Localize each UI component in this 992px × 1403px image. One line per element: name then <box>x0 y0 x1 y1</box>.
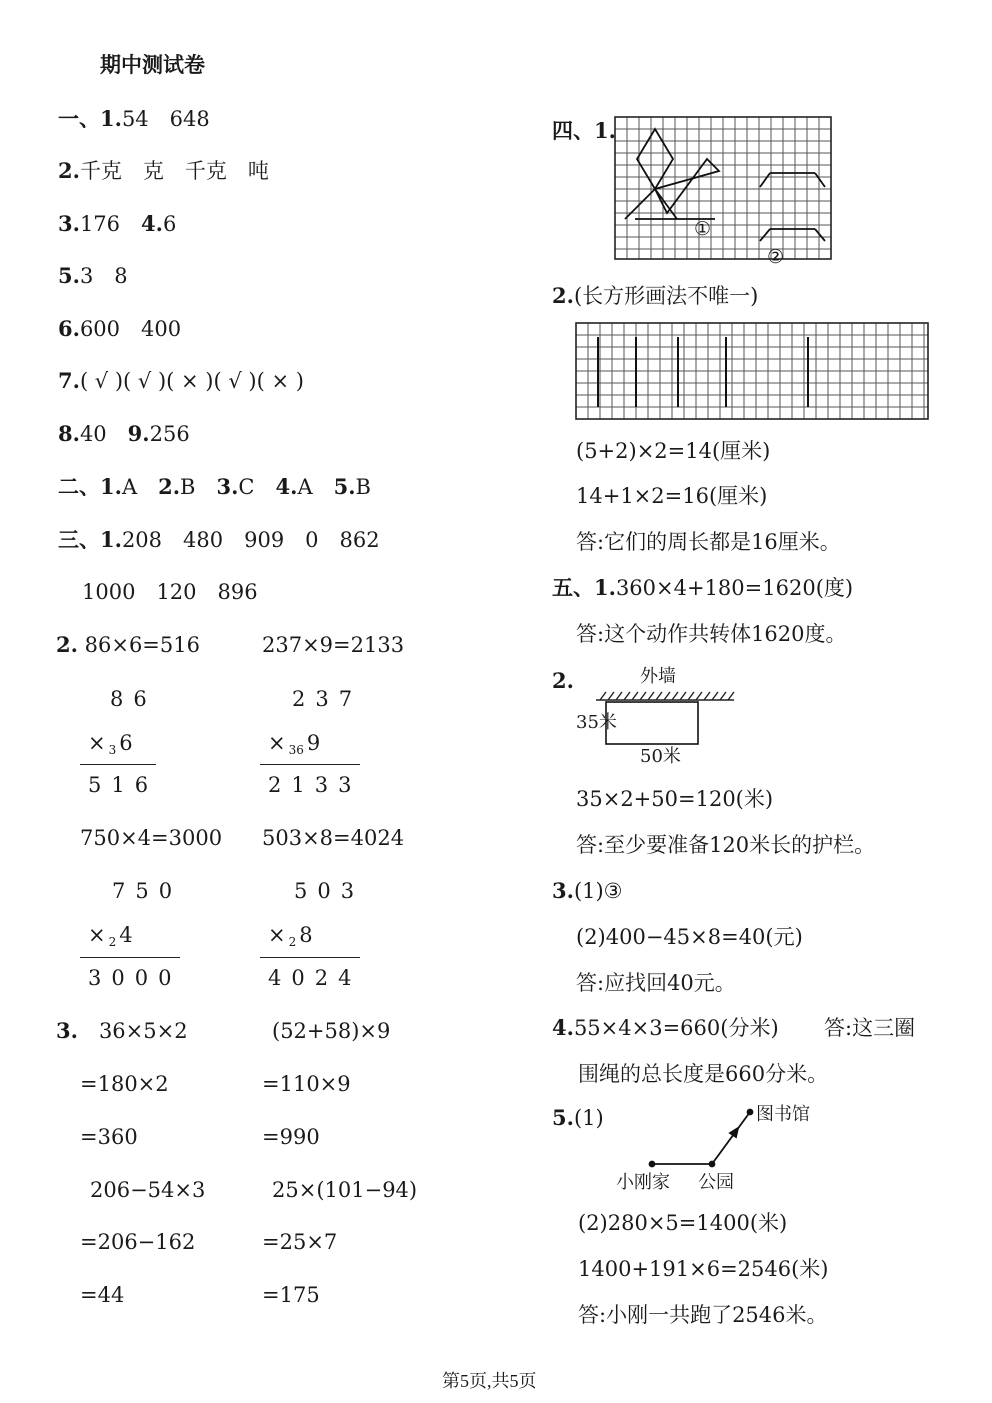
s4-q1-number: 四、1. <box>552 118 616 143</box>
s3-q3-a3: =360 <box>80 1125 138 1149</box>
map-label-library: 图书馆 <box>756 1104 810 1125</box>
carry-digit: 3 <box>108 743 117 757</box>
note: (长方形画法不唯一) <box>573 284 759 308</box>
q-number: 3. <box>58 211 80 236</box>
calc: 55×4×3=660(分米) <box>573 1016 779 1040</box>
q-number: 8. <box>58 421 80 446</box>
s3-q3-c2: =206−162 <box>80 1230 196 1254</box>
s4-q2 <box>552 283 758 309</box>
answer: B <box>180 475 196 499</box>
answer: 208 480 909 0 862 <box>121 528 380 552</box>
s5-q5-answer: 答:小刚一共跑了2546米。 <box>578 1303 828 1327</box>
vertical-line <box>260 957 360 958</box>
multiplier: 9 <box>306 731 321 755</box>
answer: (1) <box>573 1106 604 1130</box>
s3-q2-eq4: 503×8=4024 <box>262 826 405 850</box>
q-number: 5. <box>552 1105 574 1130</box>
s5-q4-answer1: 答:这三圈 <box>824 1016 916 1040</box>
carry-digit: 2 <box>108 935 117 949</box>
s3-q3-c1: 206−54×3 <box>90 1178 206 1202</box>
s1-q6 <box>58 316 181 342</box>
answer: 3 8 <box>79 264 128 288</box>
vertical-top: 750 <box>112 879 183 903</box>
carry-digit: 2 <box>288 935 297 949</box>
s5-q1-answer: 答:这个动作共转体1620度。 <box>576 622 847 646</box>
answer: 54 648 <box>121 107 210 131</box>
s3-q3-b2: =110×9 <box>262 1072 351 1096</box>
q-number: 3. <box>56 1018 78 1043</box>
s1-q8-q9 <box>58 421 190 447</box>
figure-label-1: ① <box>694 218 712 240</box>
carry-digit: 36 <box>288 743 304 757</box>
q-number: 2. <box>552 283 574 308</box>
s3-q3-a1 <box>56 1018 188 1044</box>
map-label-home: 小刚家 <box>616 1172 670 1193</box>
s1-q5 <box>58 263 128 289</box>
s5-q4-answer2: 围绳的总长度是660分米。 <box>578 1062 829 1086</box>
vertical-line <box>80 957 180 958</box>
equation: 86×6=516 <box>84 633 200 657</box>
q-number: 3. <box>552 878 574 903</box>
s4-calc2: 14+1×2=16(厘米) <box>576 484 768 508</box>
s5-q2-answer: 答:至少要准备120米长的护栏。 <box>576 833 876 857</box>
answer: 256 <box>149 422 190 446</box>
s2-answers <box>58 474 371 500</box>
s5-q3-p2: (2)400−45×8=40(元) <box>576 925 803 949</box>
side-length-label: 35米 <box>576 712 617 733</box>
answer: ( √ )( √ )( × )( √ )( × ) <box>79 369 304 393</box>
s5-q1 <box>552 575 853 601</box>
q-number: 2. <box>56 632 78 657</box>
s1-q3-q4 <box>58 211 176 237</box>
vertical-line <box>260 764 360 765</box>
multiplier: 4 <box>119 923 133 947</box>
s3-q3-c3: =44 <box>80 1283 125 1307</box>
vertical-multiplier <box>88 922 133 951</box>
answer: 176 <box>79 212 121 236</box>
route-map <box>640 1104 760 1168</box>
s5-q5-p3: 1400+191×6=2546(米) <box>578 1257 829 1281</box>
vertical-result: 3000 <box>88 966 182 990</box>
times-sign: × <box>268 731 286 755</box>
q-number: 二、1. <box>58 474 122 499</box>
q-number: 一、1. <box>58 106 122 131</box>
s1-q1 <box>58 106 210 132</box>
vertical-result: 2133 <box>268 773 362 797</box>
q-number: 6. <box>58 316 80 341</box>
vertical-top: 237 <box>292 687 363 711</box>
answer: 6 <box>162 212 177 236</box>
vertical-result: 516 <box>88 773 159 797</box>
q-number: 4. <box>275 474 298 499</box>
multiplier: 8 <box>299 923 313 947</box>
q-number: 5. <box>58 263 80 288</box>
s1-q2 <box>58 158 269 184</box>
answer: B <box>355 475 371 499</box>
wall-label: 外墙 <box>640 666 676 687</box>
s3-q3-d1: 25×(101−94) <box>272 1178 418 1202</box>
map-label-park: 公园 <box>698 1172 734 1193</box>
answer: 40 <box>79 422 107 446</box>
answer: C <box>238 475 255 499</box>
s3-q3-b3: =990 <box>262 1125 320 1149</box>
q-number: 五、1. <box>552 575 616 600</box>
q-number: 2. <box>58 158 80 183</box>
q-number: 2. <box>158 474 181 499</box>
page-title: 期中测试卷 <box>100 53 205 77</box>
expression: 36×5×2 <box>98 1019 188 1043</box>
times-sign: × <box>88 923 106 947</box>
calc: 360×4+180=1620(度) <box>615 576 854 600</box>
s5-q3-p1 <box>552 878 623 904</box>
s3-q3-d3: =175 <box>262 1283 320 1307</box>
q-number: 三、1. <box>58 527 122 552</box>
multiplier: 6 <box>119 731 133 755</box>
s3-q3-a2: =180×2 <box>80 1072 169 1096</box>
bottom-length-label: 50米 <box>640 746 681 767</box>
times-sign: × <box>88 731 106 755</box>
s5-q2-number: 2. <box>552 668 574 693</box>
s3-q3-d2: =25×7 <box>262 1230 338 1254</box>
q-number: 4. <box>552 1015 574 1040</box>
answer: A <box>297 475 313 499</box>
q-number: 3. <box>216 474 239 499</box>
s5-q3-answer: 答:应找回40元。 <box>576 971 736 995</box>
times-sign: × <box>268 923 286 947</box>
q-number: 4. <box>141 211 163 236</box>
s5-q4-calc <box>552 1015 779 1041</box>
vertical-result: 4024 <box>268 966 362 990</box>
vertical-multiplier <box>88 730 133 759</box>
s3-q2-eq1 <box>56 632 200 658</box>
vertical-top: 503 <box>294 879 365 903</box>
s5-q5-p1 <box>552 1105 604 1131</box>
s1-q7 <box>58 368 304 394</box>
answer: (1)③ <box>573 879 623 903</box>
s4-answer: 答:它们的周长都是16厘米。 <box>576 530 841 554</box>
q-number: 7. <box>58 368 80 393</box>
s5-q5-p2: (2)280×5=1400(米) <box>578 1211 788 1235</box>
s5-q2-calc: 35×2+50=120(米) <box>576 787 774 811</box>
s3-q3-b1: (52+58)×9 <box>272 1019 391 1043</box>
vertical-multiplier <box>268 922 313 951</box>
page-footer: 第5页,共5页 <box>442 1371 537 1391</box>
s3-q1-row2: 1000 120 896 <box>82 580 258 604</box>
s3-q2-eq3: 750×4=3000 <box>80 826 223 850</box>
q-number: 5. <box>333 474 356 499</box>
vertical-multiplier <box>268 730 320 759</box>
s3-q1-row1 <box>58 527 380 553</box>
s3-q2-eq2: 237×9=2133 <box>262 633 405 657</box>
s4-calc1: (5+2)×2=14(厘米) <box>576 439 771 463</box>
answer: 600 400 <box>79 317 182 341</box>
vertical-line <box>80 764 156 765</box>
grid-figure-1 <box>615 117 835 261</box>
vertical-top: 86 <box>110 687 157 711</box>
answer: A <box>121 475 138 499</box>
answer: 千克 克 千克 吨 <box>79 159 269 183</box>
q-number: 9. <box>127 421 150 446</box>
grid-figure-2 <box>576 323 930 421</box>
figure-label-2: ② <box>767 246 785 268</box>
